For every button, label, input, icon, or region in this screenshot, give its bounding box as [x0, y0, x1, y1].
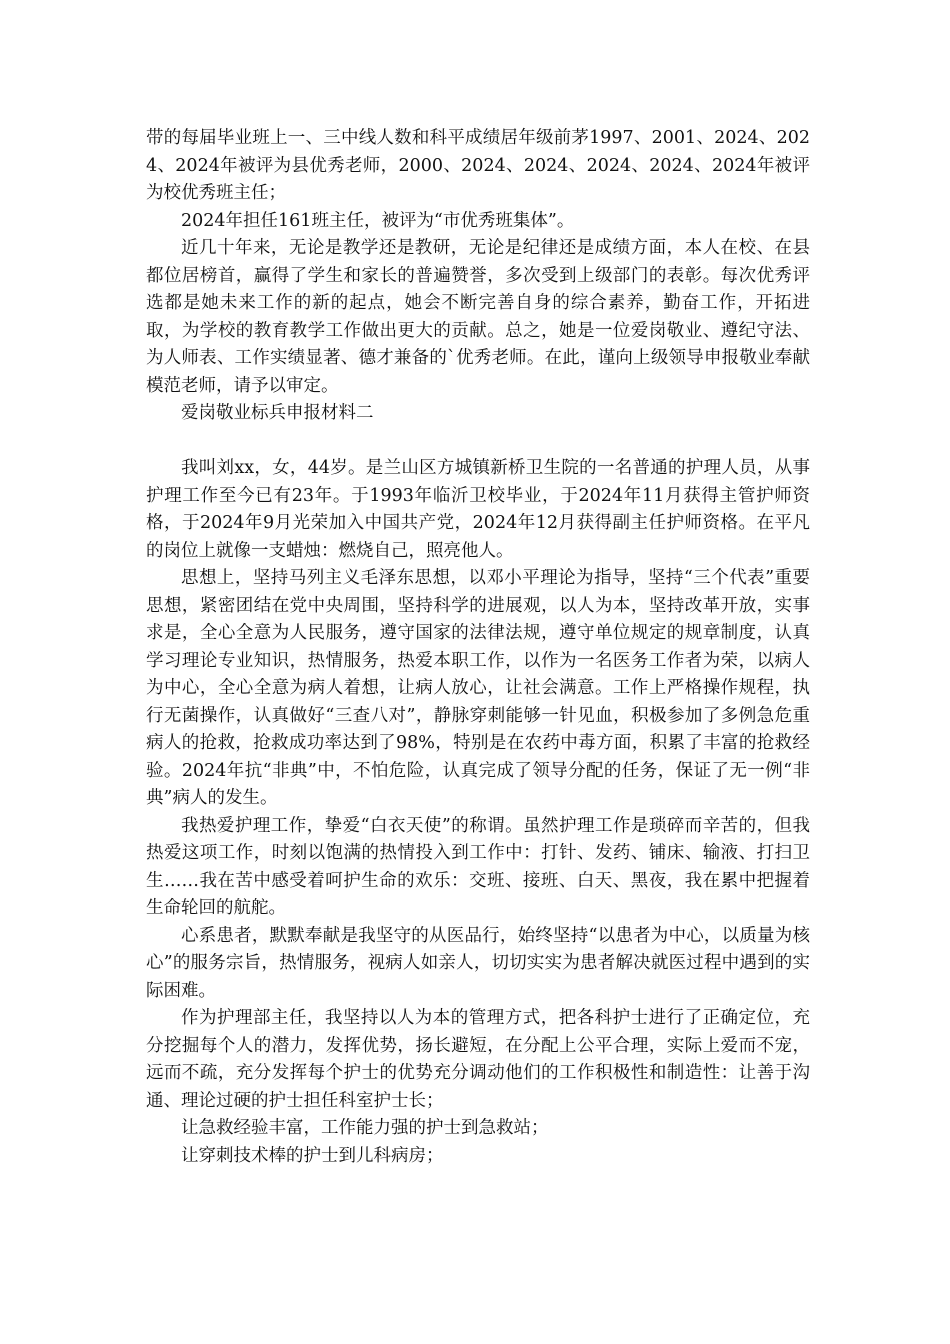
paragraph-pediatrics: 让穿刺技术棒的护士到儿科病房；	[181, 1145, 444, 1166]
paragraph-love-nursing: 我热爱护理工作，挚爱“白衣天使”的称谓。虽然护理工作是琐碎而辛苦的，但我热爱这项工作，时刻以饱满的热情投入到工作中：打针、发药、铺床、输液、打扫卫生……我在苦中感受着呵护生命的欢乐：交班、接班、白天、黑夜，我在累中把握着生命轮回的航舵。	[146, 815, 810, 918]
paragraph-introduction: 我叫刘xx，女，44岁。是兰山区方城镇新桥卫生院的一名普通的护理人员，从事护理工作至今已有23年。于1993年临沂卫校毕业，于2024年11月获得主管护师资格，于2024年9月光荣加入中国共产党，2024年12月获得副主任护师资格。在平凡的岗位上就像一支蜡烛：燃烧自己，照亮他人。	[146, 458, 810, 561]
paragraph-awards: 带的每届毕业班上一、三中线人数和科平成绩居年级前茅1997、2001、2024、2024、2024年被评为县优秀老师，2000、2024、2024、2024、2024、2024年被评为校优秀班主任；	[146, 128, 810, 203]
section-heading: 爱岗敬业标兵申报材料二	[181, 403, 374, 423]
paragraph-summary: 近几十年来，无论是教学还是教研，无论是纪律还是成绩方面，本人在校、在县都位居榜首，赢得了学生和家长的普遍赞誉，多次受到上级部门的表彰。每次优秀评选都是她未来工作的新的起点，她会不断完善自身的综合素养，勤奋工作，开拓进取，为学校的教育教学工作做出更大的贡献。总之，她是一位爱岗敬业、遵纪守法、为人师表、工作实绩显著、德才兼备的`优秀老师。在此，谨向上级领导申报敬业奉献模范老师，请予以审定。	[146, 238, 810, 396]
paragraph-emergency-station: 让急救经验丰富，工作能力强的护士到急救站；	[181, 1118, 549, 1138]
paragraph-management: 作为护理部主任，我坚持以人为本的管理方式，把各科护士进行了正确定位，充分挖掘每个人的潜力，发挥优势，扬长避短，在分配上公平合理，实际上爱而不宠，远而不疏，充分发挥每个护士的优势充分调动他们的工作积极性和制造性：让善于沟通、理论过硬的护士担任科室护士长；	[146, 1008, 810, 1111]
document-body	[146, 125, 810, 1170]
blank-line	[146, 428, 810, 456]
paragraph-patients: 心系患者，默默奉献是我坚守的从医品行，始终坚持“以患者为中心，以质量为核心”的服务宗旨，热情服务，视病人如亲人，切切实实为患者解决就医过程中遇到的实际困难。	[146, 925, 810, 1001]
paragraph-class-award: 2024年担任161班主任，被评为“市优秀班集体”。	[181, 210, 575, 231]
paragraph-ideology-work: 思想上，坚持马列主义毛泽东思想，以邓小平理论为指导，坚持“三个代表”重要思想，紧密团结在党中央周围，坚持科学的进展观，以人为本，坚持改革开放，实事求是，全心全意为人民服务，遵守国家的法律法规，遵守单位规定的规章制度，认真学习理论专业知识，热情服务，热爱本职工作，以作为一名医务工作者为荣，以病人为中心，全心全意为病人着想，让病人放心，让社会满意。工作上严格操作规程，执行无菌操作，认真做好“三查八对”，静脉穿刺能够一针见血，积极参加了多例急危重病人的抢救，抢救成功率达到了98%，特别是在农药中毒方面，积累了丰富的抢救经验。2024年抗“非典”中，不怕危险，认真完成了领导分配的任务，保证了无一例“非典”病人的发生。	[146, 568, 810, 808]
